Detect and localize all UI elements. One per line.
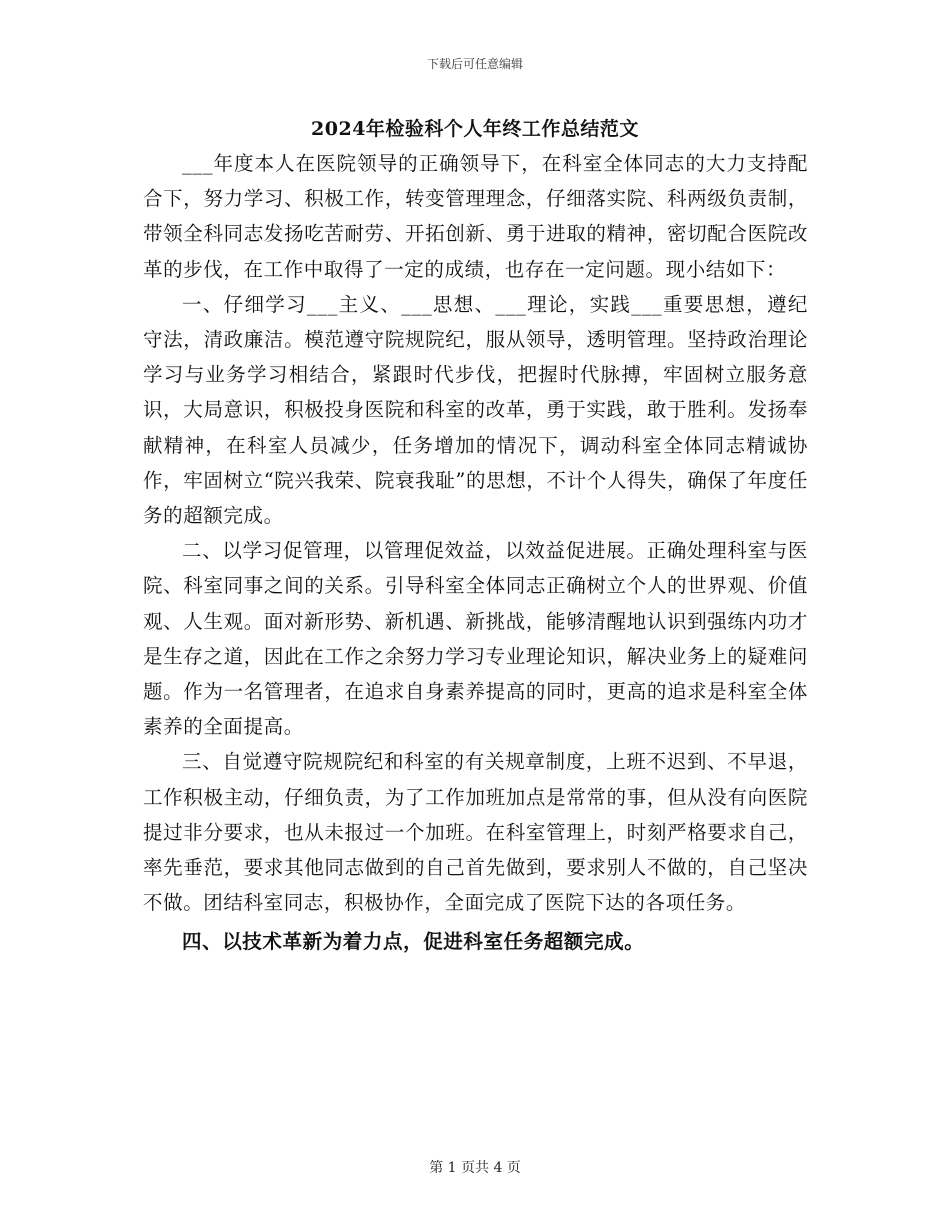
- paragraph-section-2: 二、以学习促管理，以管理促效益，以效益促进展。正确处理科室与医院、科室同事之间的关系。引导科室全体同志正确树立个人的世界观、价值观、人生观。面对新形势、新机遇、新挑战，能够清醒地认识到强练内功才是生存之道，因此在工作之余努力学习专业理论知识，解决业务上的疑难问题。作为一名管理者，在追求自身素养提高的同时，更高的追求是科室全体素养的全面提高。: [143, 539, 808, 739]
- paragraph-section-3: 三、自觉遵守院规院纪和科室的有关规章制度，上班不迟到、不早退，工作积极主动，仔细负责，为了工作加班加点是常常的事，但从没有向医院提过非分要求，也从未报过一个加班。在科室管理上，时刻严格要求自己，率先垂范，要求其他同志做到的自己首先做到，要求别人不做的，自己坚决不做。团结科室同志，积极协作，全面完成了医院下达的各项任务。: [143, 750, 808, 915]
- paragraph-section-1: 一、仔细学习___主义、___思想、___理论，实践___重要思想，遵纪守法，清政廉洁。模范遵守院规院纪，服从领导，透明管理。坚持政治理论学习与业务学习相结合，紧跟时代步伐，把握时代脉搏，牢固树立服务意识，大局意识，积极投身医院和科室的改革，勇于实践，敢于胜利。发扬奉献精神，在科室人员减少，任务增加的情况下，调动科室全体同志精诚协作，牢固树立“院兴我荣、院衰我耻”的思想，不计个人得失，确保了年度任务的超额完成。: [143, 292, 808, 528]
- header-note: 下载后可任意编辑: [426, 57, 523, 71]
- section-heading-4: 四、以技术革新为着力点，促进科室任务超额完成。: [182, 930, 645, 954]
- paragraph-intro: ___年度本人在医院领导的正确领导下，在科室全体同志的大力支持配合下，努力学习、积极工作，转变管理理念，仔细落实院、科两级负责制，带领全科同志发扬吃苦耐劳、开拓创新、勇于进取的精神，密切配合医院改革的步伐，在工作中取得了一定的成绩，也存在一定问题。现小结如下：: [143, 152, 808, 281]
- document-title: 2024年检验科个人年终工作总结范文: [311, 118, 639, 140]
- document-body: [143, 146, 808, 960]
- page-number: 第 1 页共 4 页: [429, 1160, 521, 1176]
